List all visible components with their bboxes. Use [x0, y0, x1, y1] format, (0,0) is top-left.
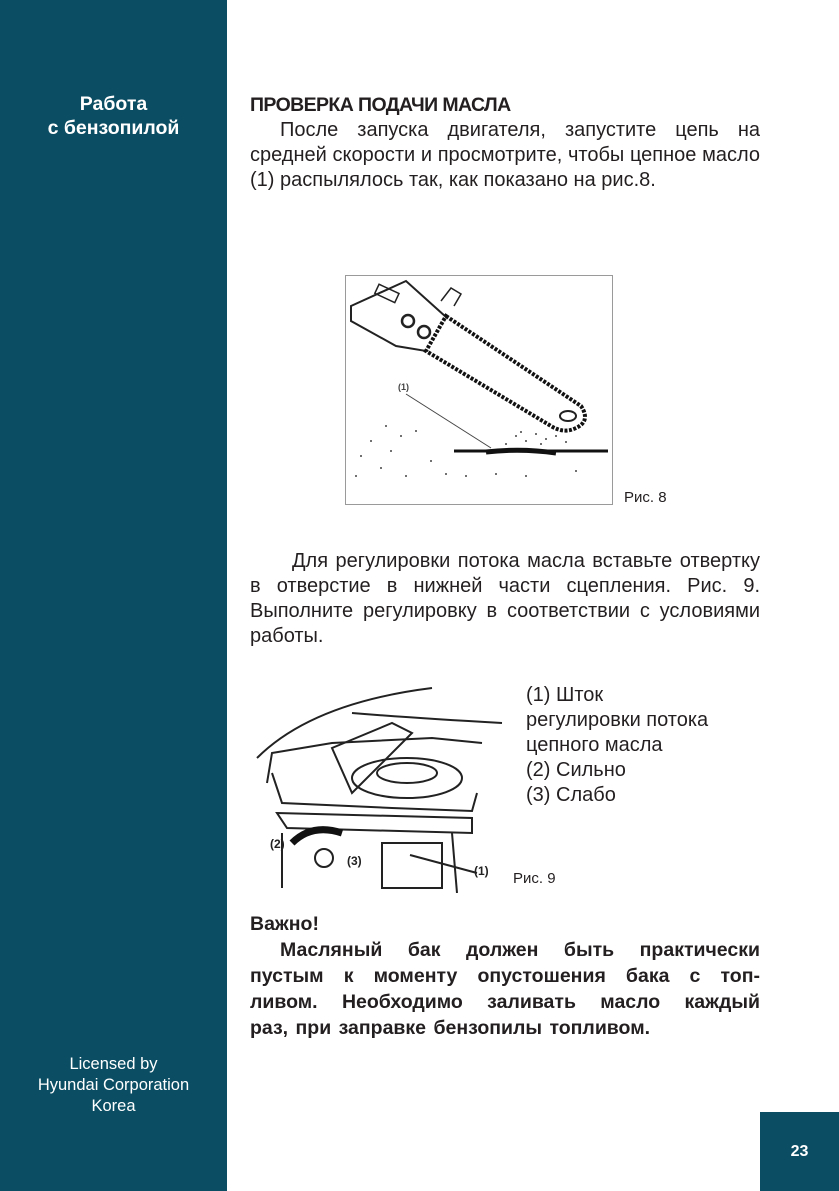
important-line: ливом. Необходимо заливать масло каждый	[250, 991, 760, 1013]
figure-8-caption: Рис. 8	[624, 489, 667, 506]
sidebar	[0, 0, 227, 1191]
important-line: пустым к моменту опустошения бака с топ-	[250, 965, 760, 987]
license-line2: Hyundai Corporation	[37, 1076, 190, 1094]
important-title: Важно!	[250, 913, 319, 935]
legend-item: (2) Сильно	[526, 759, 626, 781]
figure-8-oil-spray-illustration	[345, 275, 613, 505]
chainsaw-bar-illustration	[346, 276, 612, 504]
figure-9-legend	[526, 683, 708, 808]
figure-9-callout-3: (3)	[347, 854, 362, 868]
paragraph-oil-check: После запуска двигателя, запустите цепь на средней скорости и просмотрите, чтобы цепное масло (1) распылялось так, как показано на рис.8.	[250, 119, 760, 191]
section-title-line2: с бензопилой	[47, 117, 180, 139]
page-number: 23	[760, 1112, 839, 1191]
clutch-adjust-illustration	[252, 683, 514, 893]
important-body	[250, 937, 760, 1041]
section-heading: ПРОВЕРКА ПОДАЧИ МАСЛА	[250, 94, 511, 116]
legend-item: цепного масла	[526, 734, 663, 756]
license-note	[0, 1054, 227, 1117]
legend-item: (3) Слабо	[526, 784, 616, 806]
paragraph-oil-adjust: Для регулировки потока масла вставьте отвертку в отверстие в нижней части сцепления. Рис. 9. Выполните регулировку в соответствии с условиями работы.	[250, 550, 760, 647]
legend-item: регулировки потока	[526, 709, 709, 731]
figure-8-callout-1: (1)	[398, 382, 409, 392]
figure-9-callout-1: (1)	[474, 864, 489, 878]
legend-item: (1) Шток	[526, 684, 604, 706]
important-note	[250, 911, 760, 1041]
section-title-line1: Работа	[79, 93, 148, 115]
license-line3: Korea	[91, 1097, 136, 1115]
important-line: Масляный бак должен быть практически	[280, 939, 760, 961]
important-line: раз, при заправке бензопилы топливом.	[250, 1017, 651, 1039]
section-title	[0, 92, 227, 140]
figure-9-caption: Рис. 9	[513, 870, 556, 887]
figure-9-oil-adjust-illustration	[252, 683, 514, 893]
figure-9-callout-2: (2)	[270, 837, 285, 851]
license-line1: Licensed by	[69, 1055, 158, 1073]
